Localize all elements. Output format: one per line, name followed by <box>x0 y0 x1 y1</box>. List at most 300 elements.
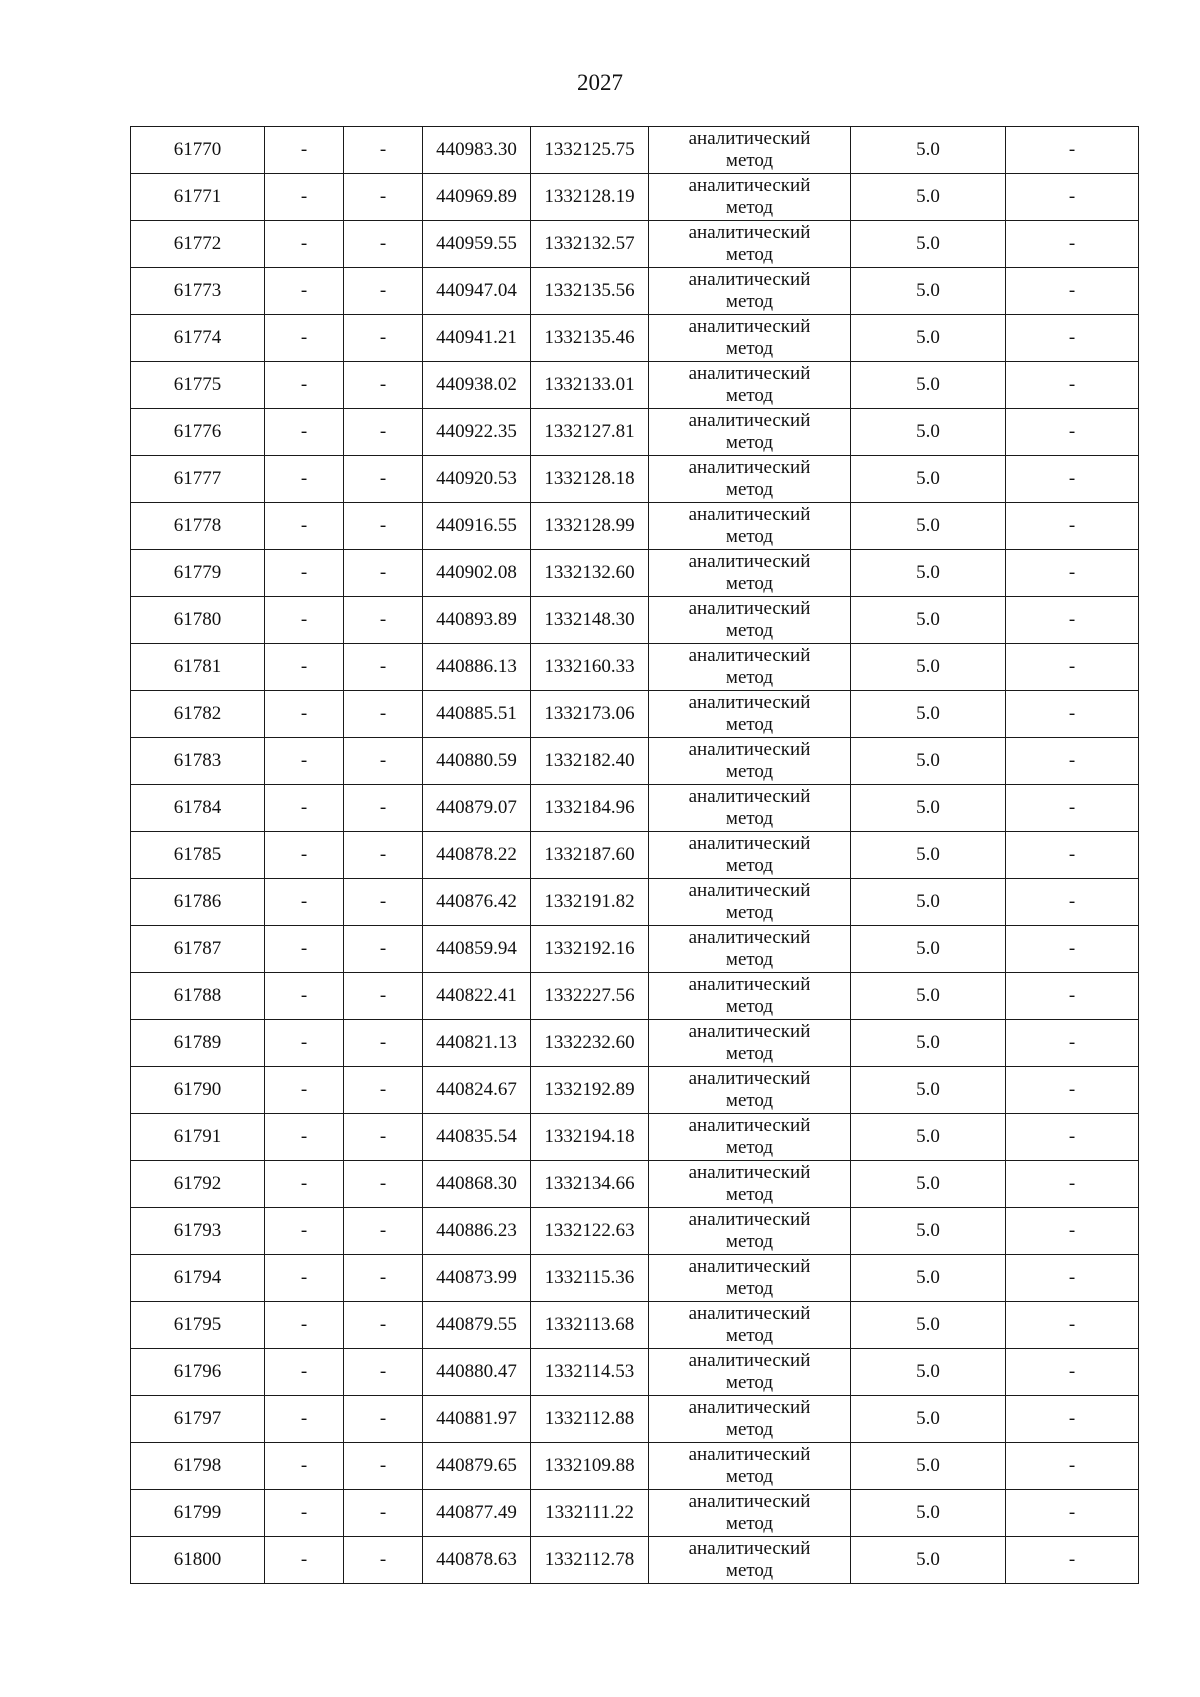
point-number-cell: 61774 <box>131 315 265 362</box>
point-number-cell: 61786 <box>131 879 265 926</box>
x-coordinate-cell: 440859.94 <box>423 926 531 973</box>
method-text <box>649 363 850 407</box>
point-number-cell: 61793 <box>131 1208 265 1255</box>
empty-value-cell: - <box>1006 691 1139 738</box>
accuracy-cell: 5.0 <box>851 1067 1006 1114</box>
method-line: метод <box>725 338 774 359</box>
method-cell <box>649 1020 851 1067</box>
empty-value-cell: - <box>1006 1537 1139 1584</box>
method-cell <box>649 879 851 926</box>
accuracy-cell: 5.0 <box>851 456 1006 503</box>
method-line: метод <box>725 1325 774 1346</box>
x-coordinate-cell: 440879.65 <box>423 1443 531 1490</box>
empty-value-cell: - <box>265 738 344 785</box>
empty-value-cell: - <box>1006 1490 1139 1537</box>
method-cell <box>649 456 851 503</box>
empty-value-cell: - <box>265 785 344 832</box>
point-number-cell: 61794 <box>131 1255 265 1302</box>
x-coordinate-cell: 440877.49 <box>423 1490 531 1537</box>
x-coordinate-cell: 440880.59 <box>423 738 531 785</box>
accuracy-cell: 5.0 <box>851 1114 1006 1161</box>
y-coordinate-cell: 1332112.78 <box>531 1537 649 1584</box>
y-coordinate-cell: 1332122.63 <box>531 1208 649 1255</box>
empty-value-cell: - <box>265 1114 344 1161</box>
method-line: аналитический <box>688 128 811 149</box>
point-number-cell: 61776 <box>131 409 265 456</box>
method-text <box>649 551 850 595</box>
method-line: метод <box>725 1137 774 1158</box>
empty-value-cell: - <box>265 1443 344 1490</box>
empty-value-cell: - <box>344 456 423 503</box>
empty-value-cell: - <box>344 832 423 879</box>
method-cell <box>649 926 851 973</box>
empty-value-cell: - <box>265 1490 344 1537</box>
method-line: аналитический <box>688 551 811 572</box>
method-line: аналитический <box>688 692 811 713</box>
empty-value-cell: - <box>344 315 423 362</box>
empty-value-cell: - <box>344 1490 423 1537</box>
x-coordinate-cell: 440922.35 <box>423 409 531 456</box>
empty-value-cell: - <box>344 691 423 738</box>
y-coordinate-cell: 1332127.81 <box>531 409 649 456</box>
method-text <box>649 1444 850 1488</box>
point-number-cell: 61778 <box>131 503 265 550</box>
y-coordinate-cell: 1332232.60 <box>531 1020 649 1067</box>
point-number-cell: 61773 <box>131 268 265 315</box>
x-coordinate-cell: 440886.13 <box>423 644 531 691</box>
method-line: аналитический <box>688 880 811 901</box>
x-coordinate-cell: 440868.30 <box>423 1161 531 1208</box>
point-number-cell: 61799 <box>131 1490 265 1537</box>
table-row <box>131 1161 1139 1208</box>
page-number: 2027 <box>577 70 623 95</box>
method-line: метод <box>725 432 774 453</box>
method-line: аналитический <box>688 1491 811 1512</box>
accuracy-cell: 5.0 <box>851 832 1006 879</box>
y-coordinate-cell: 1332134.66 <box>531 1161 649 1208</box>
point-number-cell: 61788 <box>131 973 265 1020</box>
method-line: аналитический <box>688 1256 811 1277</box>
method-cell <box>649 221 851 268</box>
empty-value-cell: - <box>265 221 344 268</box>
method-line: аналитический <box>688 269 811 290</box>
y-coordinate-cell: 1332132.57 <box>531 221 649 268</box>
empty-value-cell: - <box>265 362 344 409</box>
point-number-cell: 61779 <box>131 550 265 597</box>
method-text <box>649 1538 850 1582</box>
table-row <box>131 1067 1139 1114</box>
method-text <box>649 786 850 830</box>
y-coordinate-cell: 1332160.33 <box>531 644 649 691</box>
accuracy-cell: 5.0 <box>851 1396 1006 1443</box>
method-text <box>649 974 850 1018</box>
method-line: метод <box>725 855 774 876</box>
method-line: метод <box>725 1419 774 1440</box>
empty-value-cell: - <box>265 174 344 221</box>
x-coordinate-cell: 440835.54 <box>423 1114 531 1161</box>
method-text <box>649 598 850 642</box>
y-coordinate-cell: 1332192.89 <box>531 1067 649 1114</box>
y-coordinate-cell: 1332187.60 <box>531 832 649 879</box>
y-coordinate-cell: 1332113.68 <box>531 1302 649 1349</box>
y-coordinate-cell: 1332133.01 <box>531 362 649 409</box>
method-cell <box>649 1443 851 1490</box>
method-line: аналитический <box>688 1162 811 1183</box>
accuracy-cell: 5.0 <box>851 691 1006 738</box>
empty-value-cell: - <box>344 926 423 973</box>
empty-value-cell: - <box>344 1443 423 1490</box>
point-number-cell: 61796 <box>131 1349 265 1396</box>
empty-value-cell: - <box>344 268 423 315</box>
method-text <box>649 222 850 266</box>
table-row <box>131 597 1139 644</box>
method-line: аналитический <box>688 645 811 666</box>
accuracy-cell: 5.0 <box>851 1255 1006 1302</box>
empty-value-cell: - <box>344 362 423 409</box>
empty-value-cell: - <box>1006 1349 1139 1396</box>
empty-value-cell: - <box>265 268 344 315</box>
empty-value-cell: - <box>265 644 344 691</box>
accuracy-cell: 5.0 <box>851 785 1006 832</box>
empty-value-cell: - <box>1006 785 1139 832</box>
empty-value-cell: - <box>1006 738 1139 785</box>
empty-value-cell: - <box>344 503 423 550</box>
accuracy-cell: 5.0 <box>851 926 1006 973</box>
method-line: аналитический <box>688 927 811 948</box>
x-coordinate-cell: 440876.42 <box>423 879 531 926</box>
method-cell <box>649 1067 851 1114</box>
method-line: метод <box>725 714 774 735</box>
table-row <box>131 503 1139 550</box>
method-text <box>649 1256 850 1300</box>
method-line: аналитический <box>688 1538 811 1559</box>
y-coordinate-cell: 1332115.36 <box>531 1255 649 1302</box>
table-row <box>131 832 1139 879</box>
empty-value-cell: - <box>265 127 344 174</box>
empty-value-cell: - <box>265 1020 344 1067</box>
method-line: аналитический <box>688 833 811 854</box>
method-line: метод <box>725 1184 774 1205</box>
accuracy-cell: 5.0 <box>851 1208 1006 1255</box>
table-row <box>131 1302 1139 1349</box>
empty-value-cell: - <box>344 1396 423 1443</box>
method-cell <box>649 174 851 221</box>
accuracy-cell: 5.0 <box>851 174 1006 221</box>
method-line: аналитический <box>688 1397 811 1418</box>
empty-value-cell: - <box>344 644 423 691</box>
method-text <box>649 175 850 219</box>
method-text <box>649 1303 850 1347</box>
method-line: метод <box>725 808 774 829</box>
x-coordinate-cell: 440893.89 <box>423 597 531 644</box>
method-line: метод <box>725 385 774 406</box>
x-coordinate-cell: 440879.07 <box>423 785 531 832</box>
method-line: метод <box>725 620 774 641</box>
method-cell <box>649 644 851 691</box>
accuracy-cell: 5.0 <box>851 1443 1006 1490</box>
empty-value-cell: - <box>1006 221 1139 268</box>
accuracy-cell: 5.0 <box>851 1020 1006 1067</box>
empty-value-cell: - <box>1006 1020 1139 1067</box>
x-coordinate-cell: 440947.04 <box>423 268 531 315</box>
method-cell <box>649 785 851 832</box>
method-line: метод <box>725 1090 774 1111</box>
point-number-cell: 61787 <box>131 926 265 973</box>
table-row <box>131 973 1139 1020</box>
empty-value-cell: - <box>1006 1302 1139 1349</box>
method-text <box>649 1021 850 1065</box>
y-coordinate-cell: 1332128.99 <box>531 503 649 550</box>
method-cell <box>649 315 851 362</box>
method-line: метод <box>725 1043 774 1064</box>
method-line: аналитический <box>688 222 811 243</box>
x-coordinate-cell: 440886.23 <box>423 1208 531 1255</box>
empty-value-cell: - <box>1006 1161 1139 1208</box>
empty-value-cell: - <box>265 456 344 503</box>
method-line: метод <box>725 479 774 500</box>
x-coordinate-cell: 440821.13 <box>423 1020 531 1067</box>
accuracy-cell: 5.0 <box>851 1161 1006 1208</box>
empty-value-cell: - <box>1006 1114 1139 1161</box>
empty-value-cell: - <box>1006 1067 1139 1114</box>
x-coordinate-cell: 440885.51 <box>423 691 531 738</box>
x-coordinate-cell: 440938.02 <box>423 362 531 409</box>
y-coordinate-cell: 1332114.53 <box>531 1349 649 1396</box>
table-row <box>131 1490 1139 1537</box>
accuracy-cell: 5.0 <box>851 1537 1006 1584</box>
y-coordinate-cell: 1332112.88 <box>531 1396 649 1443</box>
accuracy-cell: 5.0 <box>851 1302 1006 1349</box>
method-text <box>649 316 850 360</box>
table-row <box>131 738 1139 785</box>
point-number-cell: 61784 <box>131 785 265 832</box>
empty-value-cell: - <box>344 597 423 644</box>
x-coordinate-cell: 440881.97 <box>423 1396 531 1443</box>
method-line: метод <box>725 197 774 218</box>
table-row <box>131 1208 1139 1255</box>
empty-value-cell: - <box>1006 597 1139 644</box>
empty-value-cell: - <box>1006 315 1139 362</box>
method-line: аналитический <box>688 363 811 384</box>
method-line: метод <box>725 150 774 171</box>
empty-value-cell: - <box>265 597 344 644</box>
table-row <box>131 1443 1139 1490</box>
accuracy-cell: 5.0 <box>851 550 1006 597</box>
table-row <box>131 456 1139 503</box>
method-line: метод <box>725 1372 774 1393</box>
empty-value-cell: - <box>265 691 344 738</box>
point-number-cell: 61789 <box>131 1020 265 1067</box>
method-line: метод <box>725 1560 774 1581</box>
accuracy-cell: 5.0 <box>851 362 1006 409</box>
empty-value-cell: - <box>1006 1396 1139 1443</box>
table-row <box>131 550 1139 597</box>
empty-value-cell: - <box>1006 456 1139 503</box>
empty-value-cell: - <box>1006 1208 1139 1255</box>
table-row <box>131 127 1139 174</box>
method-line: метод <box>725 996 774 1017</box>
method-cell <box>649 691 851 738</box>
empty-value-cell: - <box>1006 174 1139 221</box>
empty-value-cell: - <box>265 1161 344 1208</box>
method-text <box>649 1068 850 1112</box>
x-coordinate-cell: 440916.55 <box>423 503 531 550</box>
empty-value-cell: - <box>1006 832 1139 879</box>
method-text <box>649 1162 850 1206</box>
method-text <box>649 504 850 548</box>
empty-value-cell: - <box>1006 879 1139 926</box>
x-coordinate-cell: 440878.22 <box>423 832 531 879</box>
empty-value-cell: - <box>1006 127 1139 174</box>
empty-value-cell: - <box>265 1255 344 1302</box>
point-number-cell: 61798 <box>131 1443 265 1490</box>
x-coordinate-cell: 440822.41 <box>423 973 531 1020</box>
empty-value-cell: - <box>265 550 344 597</box>
method-text <box>649 1491 850 1535</box>
method-cell <box>649 127 851 174</box>
empty-value-cell: - <box>1006 1443 1139 1490</box>
table-body <box>131 127 1139 1584</box>
method-line: аналитический <box>688 1444 811 1465</box>
method-cell <box>649 1255 851 1302</box>
accuracy-cell: 5.0 <box>851 738 1006 785</box>
point-number-cell: 61792 <box>131 1161 265 1208</box>
empty-value-cell: - <box>344 409 423 456</box>
table-row <box>131 362 1139 409</box>
accuracy-cell: 5.0 <box>851 597 1006 644</box>
coordinates-table <box>130 126 1139 1584</box>
empty-value-cell: - <box>265 1349 344 1396</box>
method-cell <box>649 1537 851 1584</box>
x-coordinate-cell: 440941.21 <box>423 315 531 362</box>
y-coordinate-cell: 1332132.60 <box>531 550 649 597</box>
method-cell <box>649 550 851 597</box>
method-line: аналитический <box>688 175 811 196</box>
method-line: аналитический <box>688 974 811 995</box>
x-coordinate-cell: 440878.63 <box>423 1537 531 1584</box>
method-text <box>649 880 850 924</box>
empty-value-cell: - <box>265 879 344 926</box>
point-number-cell: 61797 <box>131 1396 265 1443</box>
x-coordinate-cell: 440920.53 <box>423 456 531 503</box>
empty-value-cell: - <box>344 879 423 926</box>
method-line: аналитический <box>688 786 811 807</box>
empty-value-cell: - <box>265 503 344 550</box>
y-coordinate-cell: 1332111.22 <box>531 1490 649 1537</box>
empty-value-cell: - <box>344 1067 423 1114</box>
accuracy-cell: 5.0 <box>851 315 1006 362</box>
method-text <box>649 692 850 736</box>
point-number-cell: 61772 <box>131 221 265 268</box>
method-text <box>649 927 850 971</box>
empty-value-cell: - <box>344 174 423 221</box>
empty-value-cell: - <box>344 1302 423 1349</box>
y-coordinate-cell: 1332184.96 <box>531 785 649 832</box>
table-row <box>131 1255 1139 1302</box>
empty-value-cell: - <box>265 926 344 973</box>
point-number-cell: 61781 <box>131 644 265 691</box>
method-line: метод <box>725 1231 774 1252</box>
y-coordinate-cell: 1332192.16 <box>531 926 649 973</box>
point-number-cell: 61780 <box>131 597 265 644</box>
accuracy-cell: 5.0 <box>851 644 1006 691</box>
y-coordinate-cell: 1332148.30 <box>531 597 649 644</box>
method-cell <box>649 1302 851 1349</box>
y-coordinate-cell: 1332109.88 <box>531 1443 649 1490</box>
table-row <box>131 268 1139 315</box>
x-coordinate-cell: 440969.89 <box>423 174 531 221</box>
empty-value-cell: - <box>344 1349 423 1396</box>
method-text <box>649 1209 850 1253</box>
method-line: метод <box>725 1466 774 1487</box>
empty-value-cell: - <box>1006 550 1139 597</box>
empty-value-cell: - <box>1006 644 1139 691</box>
method-cell <box>649 1396 851 1443</box>
empty-value-cell: - <box>1006 362 1139 409</box>
accuracy-cell: 5.0 <box>851 268 1006 315</box>
empty-value-cell: - <box>344 1255 423 1302</box>
accuracy-cell: 5.0 <box>851 409 1006 456</box>
table-row <box>131 1537 1139 1584</box>
method-cell <box>649 409 851 456</box>
x-coordinate-cell: 440880.47 <box>423 1349 531 1396</box>
empty-value-cell: - <box>265 1537 344 1584</box>
point-number-cell: 61783 <box>131 738 265 785</box>
empty-value-cell: - <box>1006 409 1139 456</box>
table-row <box>131 785 1139 832</box>
accuracy-cell: 5.0 <box>851 221 1006 268</box>
method-line: аналитический <box>688 598 811 619</box>
method-line: метод <box>725 573 774 594</box>
empty-value-cell: - <box>265 1067 344 1114</box>
empty-value-cell: - <box>1006 268 1139 315</box>
method-cell <box>649 503 851 550</box>
method-line: метод <box>725 526 774 547</box>
method-cell <box>649 597 851 644</box>
empty-value-cell: - <box>344 127 423 174</box>
method-cell <box>649 1161 851 1208</box>
method-text <box>649 1350 850 1394</box>
method-line: метод <box>725 761 774 782</box>
table-row <box>131 315 1139 362</box>
point-number-cell: 61771 <box>131 174 265 221</box>
method-cell <box>649 1114 851 1161</box>
y-coordinate-cell: 1332227.56 <box>531 973 649 1020</box>
method-line: аналитический <box>688 316 811 337</box>
x-coordinate-cell: 440873.99 <box>423 1255 531 1302</box>
method-line: аналитический <box>688 410 811 431</box>
y-coordinate-cell: 1332135.56 <box>531 268 649 315</box>
table-row <box>131 691 1139 738</box>
y-coordinate-cell: 1332191.82 <box>531 879 649 926</box>
empty-value-cell: - <box>344 221 423 268</box>
method-line: метод <box>725 1278 774 1299</box>
method-text <box>649 128 850 172</box>
point-number-cell: 61770 <box>131 127 265 174</box>
accuracy-cell: 5.0 <box>851 973 1006 1020</box>
empty-value-cell: - <box>344 1114 423 1161</box>
table-row <box>131 926 1139 973</box>
table-row <box>131 1349 1139 1396</box>
method-cell <box>649 973 851 1020</box>
y-coordinate-cell: 1332128.18 <box>531 456 649 503</box>
point-number-cell: 61795 <box>131 1302 265 1349</box>
table-row <box>131 879 1139 926</box>
method-line: аналитический <box>688 457 811 478</box>
empty-value-cell: - <box>265 832 344 879</box>
empty-value-cell: - <box>1006 926 1139 973</box>
empty-value-cell: - <box>344 738 423 785</box>
